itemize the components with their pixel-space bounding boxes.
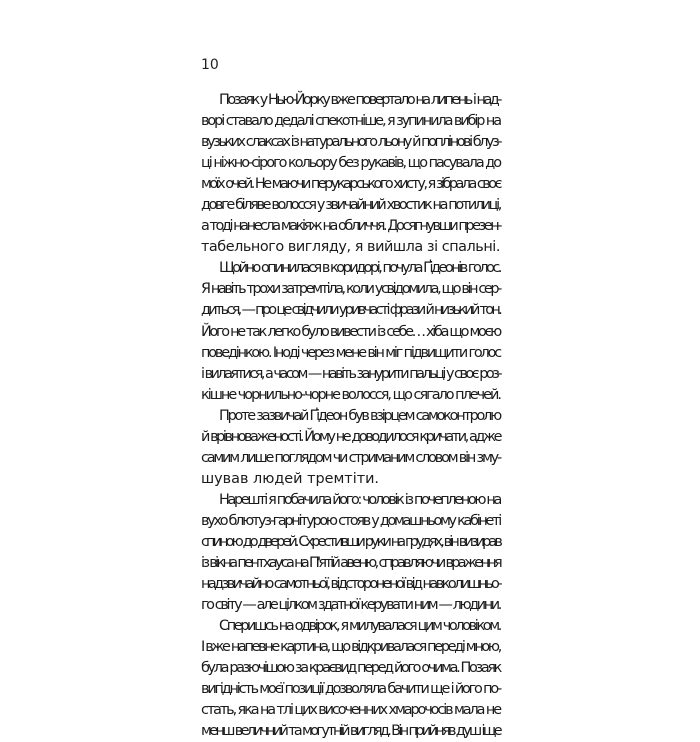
text-line: го світу — але цілком здатної керувати ним — людини. xyxy=(201,597,500,614)
text-line: табельного вигляду, я вийшла зі спальні. xyxy=(201,239,500,256)
text-line: вухо блютуз-гарнітурою стояв у домашньому кабінеті xyxy=(201,512,500,529)
text-line: Щойно опинилася в коридорі, почула Ґідеонів голос. xyxy=(219,260,500,277)
text-line: надзвичайно самотньої, відстороненої від навколишньо- xyxy=(201,576,500,593)
text-line: менш величний та могутній вигляд. Він прийняв душ іще xyxy=(201,723,501,740)
text-line: моїх очей. Не маючи перукарського хисту, я зібрала своє xyxy=(201,176,500,193)
paragraph-3 xyxy=(201,406,500,490)
text-line: Його не так легко було вивести із себе… хіба що моєю xyxy=(201,323,501,340)
text-line: поведінкою. Іноді через мене він міг підвищити голос xyxy=(201,344,500,361)
text-line: вигідність моєї позиції дозволяла бачити ще і його по- xyxy=(201,681,501,698)
text-line: Сперишсь на одвірок, я милувалася цим чоловіком. xyxy=(219,618,501,635)
text-line: кішне чорнильно-чорне волосся, що сягало плечей. xyxy=(201,386,501,403)
text-line: ці ніжно-сірого кольору без рукавів, що пасувала до xyxy=(201,155,501,172)
text-line: ворі ставало дедалі спекотніше, я зупинила вибір на xyxy=(201,113,501,130)
text-line: Проте зазвичай Ґідеон був взірцем самоконтролю xyxy=(219,407,500,424)
paragraph-4 xyxy=(201,490,500,616)
text-line: із вікна пентхауса на П'ятій авеню, справляючи враження xyxy=(201,555,501,572)
text-line: диться, — про це свідчили уривчасті фрази й низький тон. xyxy=(201,302,500,319)
text-line: Нарешті я побачила його: чоловік із почепленою на xyxy=(219,491,500,508)
page-number: 10 xyxy=(201,57,219,73)
text-line: і вилаятися, а часом — навіть занурити пальці у своє роз- xyxy=(201,365,501,382)
text-line: І вже напевне картина, що відкривалася переді мною, xyxy=(201,639,500,656)
text-line: й врівноваженості. Йому не доводилося кричати, адже xyxy=(201,428,501,445)
paragraph-1 xyxy=(201,90,500,258)
text-line: довге біляве волосся у звичайний хвостик на потилиці, xyxy=(201,197,500,214)
body-text xyxy=(201,90,500,742)
paragraph-2 xyxy=(201,258,500,405)
text-line: вузьких слаксах із натурального льону й поплінові блуз- xyxy=(201,134,501,151)
text-line: а тоді нанесла макіяж на обличчя. Досягнувши презен- xyxy=(201,218,500,235)
paragraph-5 xyxy=(201,616,500,742)
text-line: стать, яка на тлі цих височенних хмарочосів мала не xyxy=(201,702,500,719)
text-line: Позаяк у Нью-Йорку вже повертало на липень і над- xyxy=(219,92,501,108)
text-line: Я навіть трохи затремтіла, коли усвідомила, що він сер- xyxy=(201,281,501,298)
text-line: була разючішою за краєвид перед його очима. Позаяк xyxy=(201,660,501,677)
text-line: самим лише поглядом чи стриманим словом він зму- xyxy=(201,449,500,466)
text-line: спиною до дверей. Схрестивши руки на грудях, він визирав xyxy=(201,533,500,550)
text-line: шував людей тремтіти. xyxy=(201,470,379,487)
